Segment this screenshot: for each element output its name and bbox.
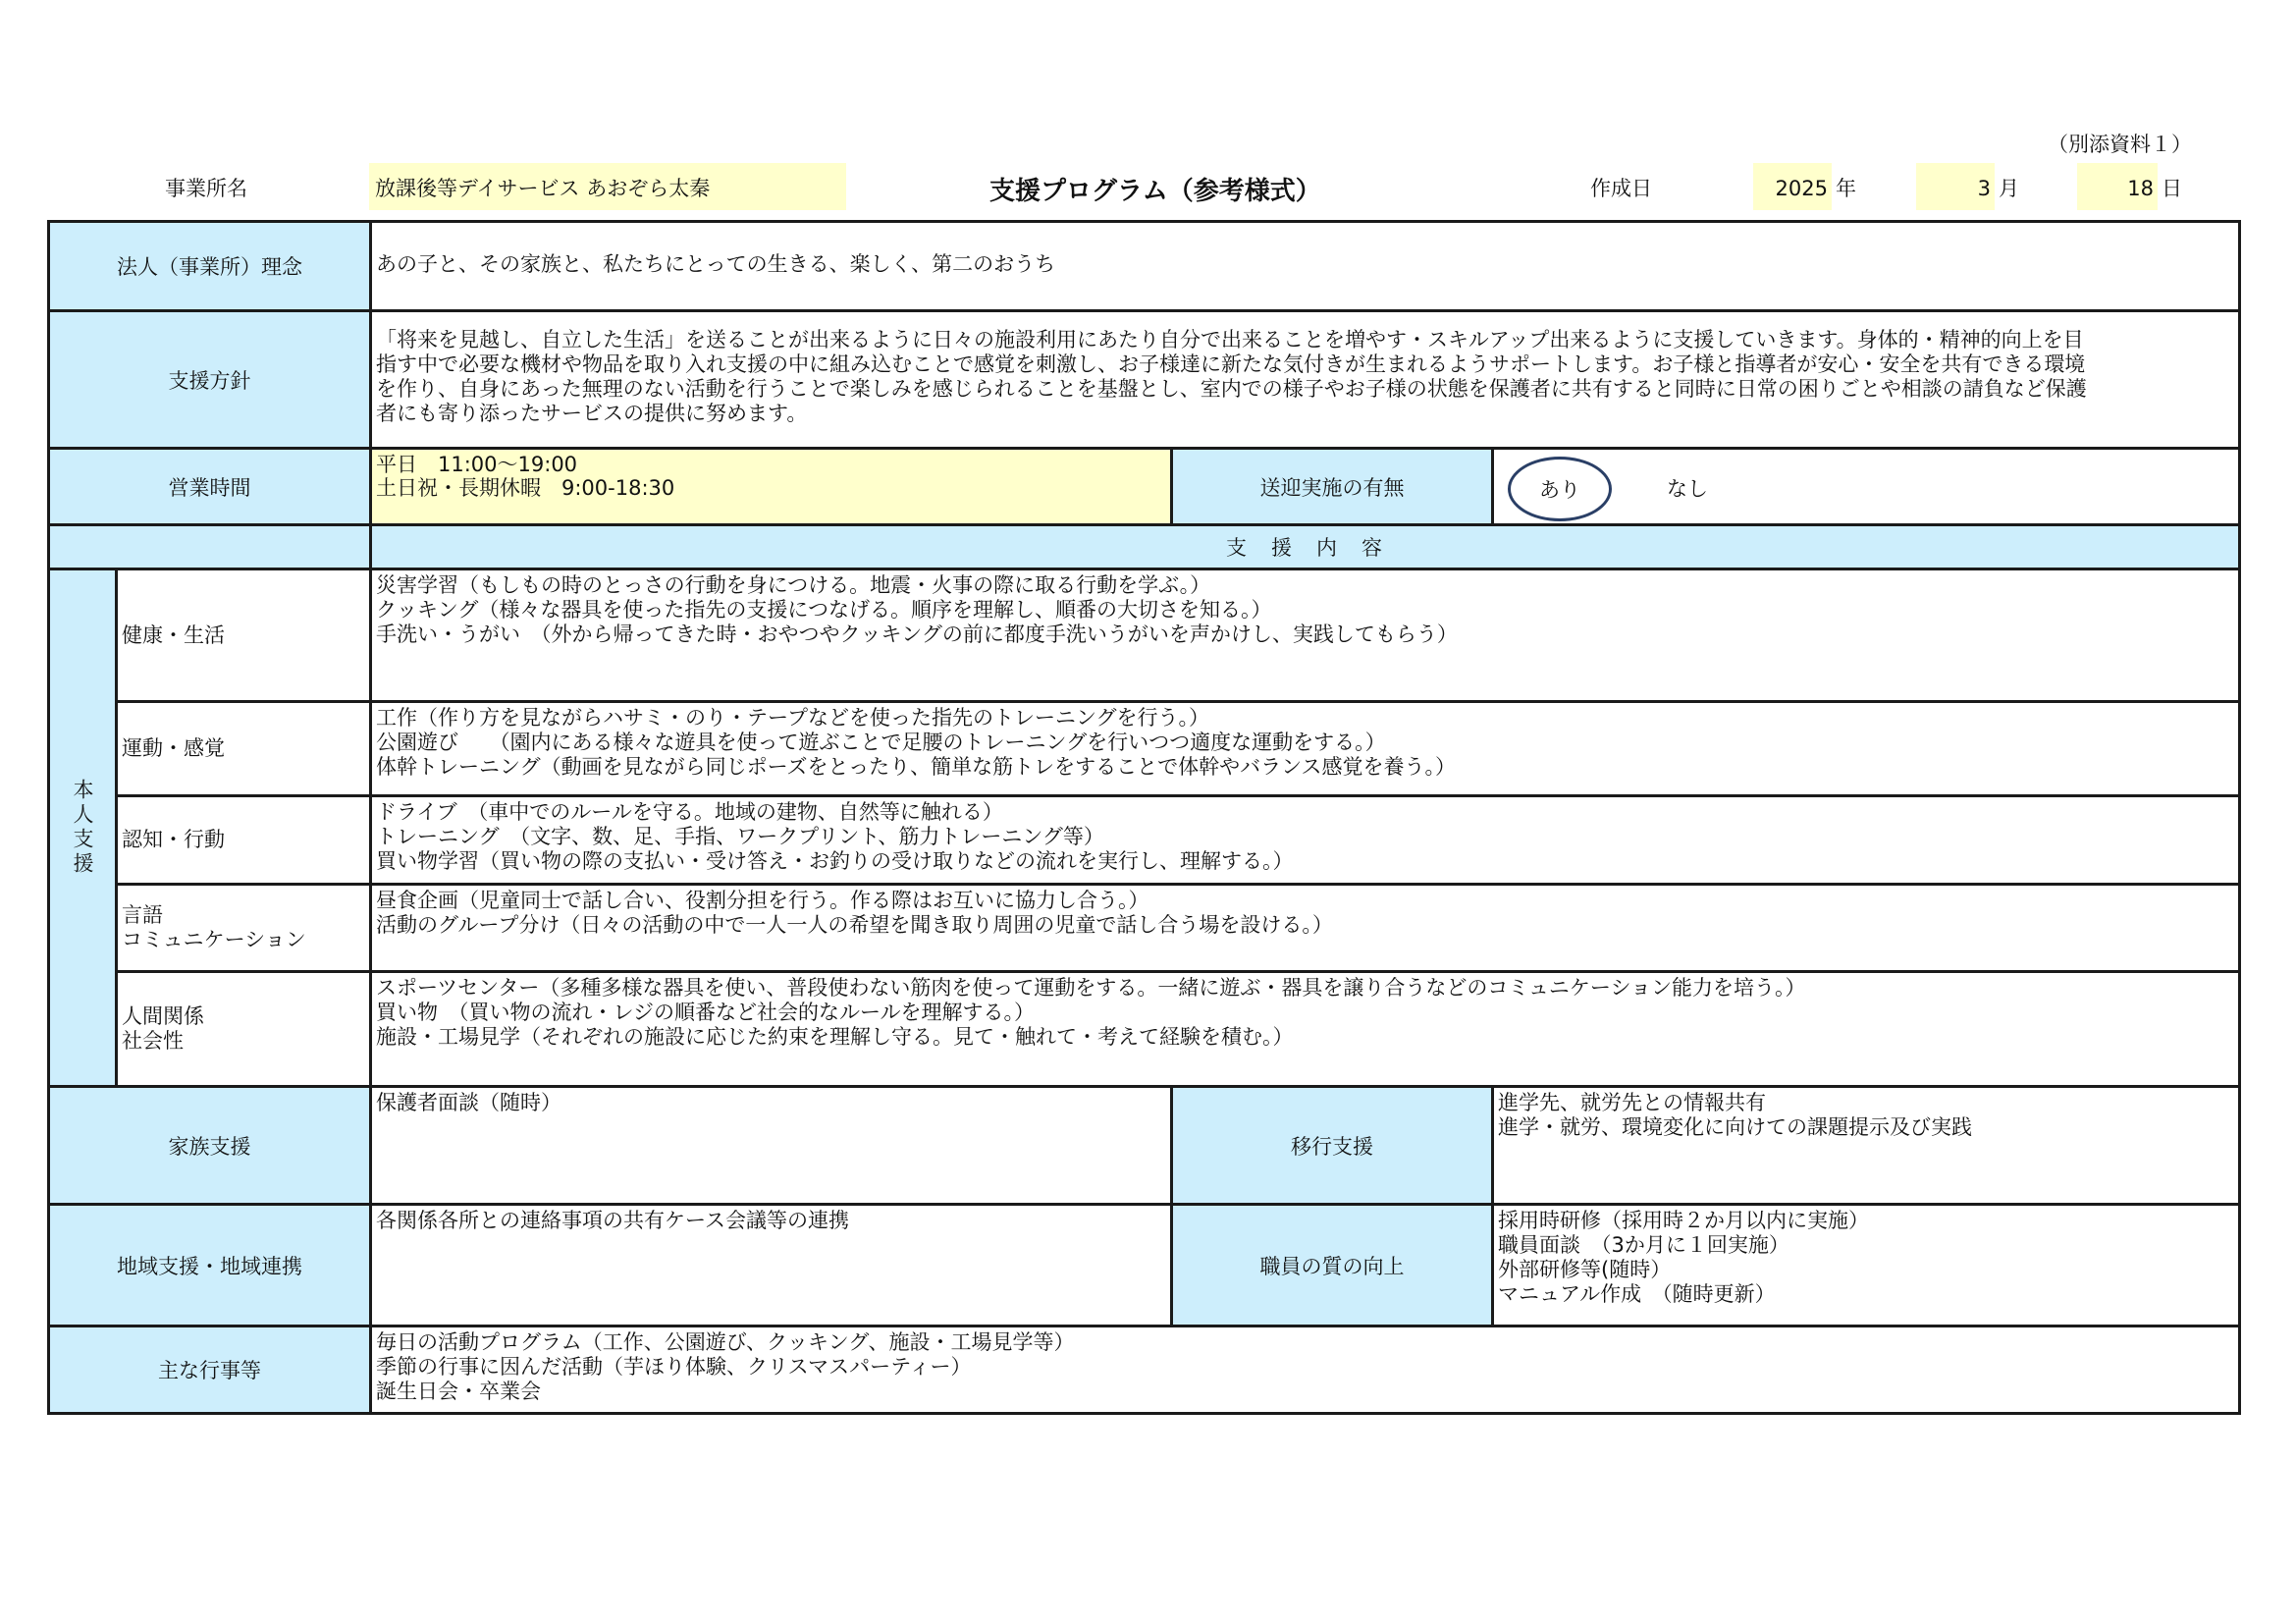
language-communication-label: 言語 コミュニケーション	[115, 883, 372, 973]
transport-no: なし	[1667, 477, 1708, 501]
policy-text: 「将来を見越し、自立した生活」を送ることが出来るように日々の施設利用にあたり自分で出来ることを増やす・スキルアップ出来るように支援していきます。身体的・精神的向上を目 指す中で必要な機材や物品を取り入れ支援の中に組み込むことで感覚を刺激し、お子様達に新たな気付きが生まれるようサポートします。お子様と指導者が安心・安全を共有できる環境 を作り、自身にあった無理のない活動を行うことで楽しみを感じられることを基盤とし、室内での様子やお子様の状態を保護者に共有すると同時に日常の困りごとや相談の請負など保護 者にも寄り添ったサービスの提供に努めます。	[369, 309, 2241, 450]
family-support-label: 家族支援	[47, 1085, 372, 1206]
attachment-note: （別添資料１）	[2048, 133, 2192, 156]
cognition-behavior-text: ドライブ （車中でのルールを守る。地域の建物、自然等に触れる） トレーニング （文字、数、足、手指、ワークプリント、筋力トレーニング等） 買い物学習（買い物の際の支払い・受け答え・お釣りの受け取りなどの流れを実行し、理解する。）	[369, 794, 2241, 886]
support-header-blank	[47, 523, 372, 570]
transport-label: 送迎実施の有無	[1170, 447, 1494, 526]
events-text: 毎日の活動プログラム（工作、公園遊び、クッキング、施設・工場見学等） 季節の行事に因んだ活動（芋ほり体験、クリスマスパーティー） 誕生日会・卒業会	[369, 1325, 2241, 1415]
day-unit: 日	[2162, 177, 2182, 200]
social-relations-text: スポーツセンター（多種多様な器具を使い、普段使わない筋肉を使って運動をする。一緒に遊ぶ・器具を譲り合うなどのコミュニケーション能力を培う。） 買い物 （買い物の流れ・レジの順番など社会的なルールを理解する。） 施設・工場見学（それぞれの施設に応じた約束を理解し守る。見て・触れて・考えて経験を積む。）	[369, 970, 2241, 1088]
philosophy-text: あの子と、その家族と、私たちにとっての生きる、楽しく、第二のおうち	[369, 220, 2241, 312]
page-title: 支援プログラム（参考様式）	[989, 177, 1321, 206]
transition-support-label: 移行支援	[1170, 1085, 1494, 1206]
hours-cell	[369, 447, 1173, 526]
year-value: 2025	[1753, 163, 1832, 210]
personal-support-group-label	[47, 568, 118, 1088]
staff-quality-label: 職員の質の向上	[1170, 1203, 1494, 1327]
hours-weekday: 平日 11:00～19:00	[376, 453, 578, 476]
language-communication-text: 昼食企画（児童同士で話し合い、役割分担を行う。作る際はお互いに協力し合う。） 活動のグループ分け（日々の活動の中で一人一人の希望を聞き取り周囲の児童で話し合う場を設ける。）	[369, 883, 2241, 973]
cognition-behavior-label: 認知・行動	[115, 794, 372, 886]
social-relations-label: 人間関係 社会性	[115, 970, 372, 1088]
policy-label: 支援方針	[47, 309, 372, 450]
community-support-text: 各関係各所との連絡事項の共有ケース会議等の連携	[369, 1203, 1173, 1327]
support-content-header: 支 援 内 容	[369, 523, 2241, 570]
hours-holiday: 土日祝・長期休暇 9:00-18:30	[376, 476, 675, 500]
transport-cell	[1491, 447, 2241, 526]
year-unit: 年	[1836, 177, 1856, 200]
date-label: 作成日	[1590, 177, 1652, 200]
month-unit: 月	[1999, 177, 2019, 200]
health-life-text: 災害学習（もしもの時のとっさの行動を身につける。地震・火事の際に取る行動を学ぶ。） クッキング（様々な器具を使った指先の支援につなげる。順序を理解し、順番の大切さを知る。） 手洗い・うがい （外から帰ってきた時・おやつやクッキングの前に都度手洗いうがいを声かけし、実践してもらう）	[369, 568, 2241, 703]
community-support-label: 地域支援・地域連携	[47, 1203, 372, 1327]
month-value: 3	[1916, 163, 1995, 210]
day-value: 18	[2077, 163, 2158, 210]
philosophy-label: 法人（事業所）理念	[47, 220, 372, 312]
health-life-label: 健康・生活	[115, 568, 372, 703]
events-label: 主な行事等	[47, 1325, 372, 1415]
motor-sensory-text: 工作（作り方を見ながらハサミ・のり・テープなどを使った指先のトレーニングを行う。） 公園遊び （園内にある様々な遊具を使って遊ぶことで足腰のトレーニングを行いつつ適度な運動をする。） 体幹トレーニング（動画を見ながら同じポーズをとったり、簡単な筋トレをすることで体幹やバランス感覚を養う。）	[369, 700, 2241, 797]
transport-yes-circled: あり	[1508, 457, 1612, 521]
personal-support-text: 本人支援	[71, 779, 94, 877]
motor-sensory-label: 運動・感覚	[115, 700, 372, 797]
transition-support-text: 進学先、就労先との情報共有 進学・就労、環境変化に向けての課題提示及び実践	[1491, 1085, 2241, 1206]
staff-quality-text: 採用時研修（採用時２か月以内に実施） 職員面談 （3か月に１回実施） 外部研修等(随時） マニュアル作成 （随時更新）	[1491, 1203, 2241, 1327]
family-support-text: 保護者面談（随時）	[369, 1085, 1173, 1206]
hours-label: 営業時間	[47, 447, 372, 526]
office-name: 放課後等デイサービス あおぞら太秦	[369, 163, 846, 210]
office-label: 事業所名	[165, 177, 247, 200]
